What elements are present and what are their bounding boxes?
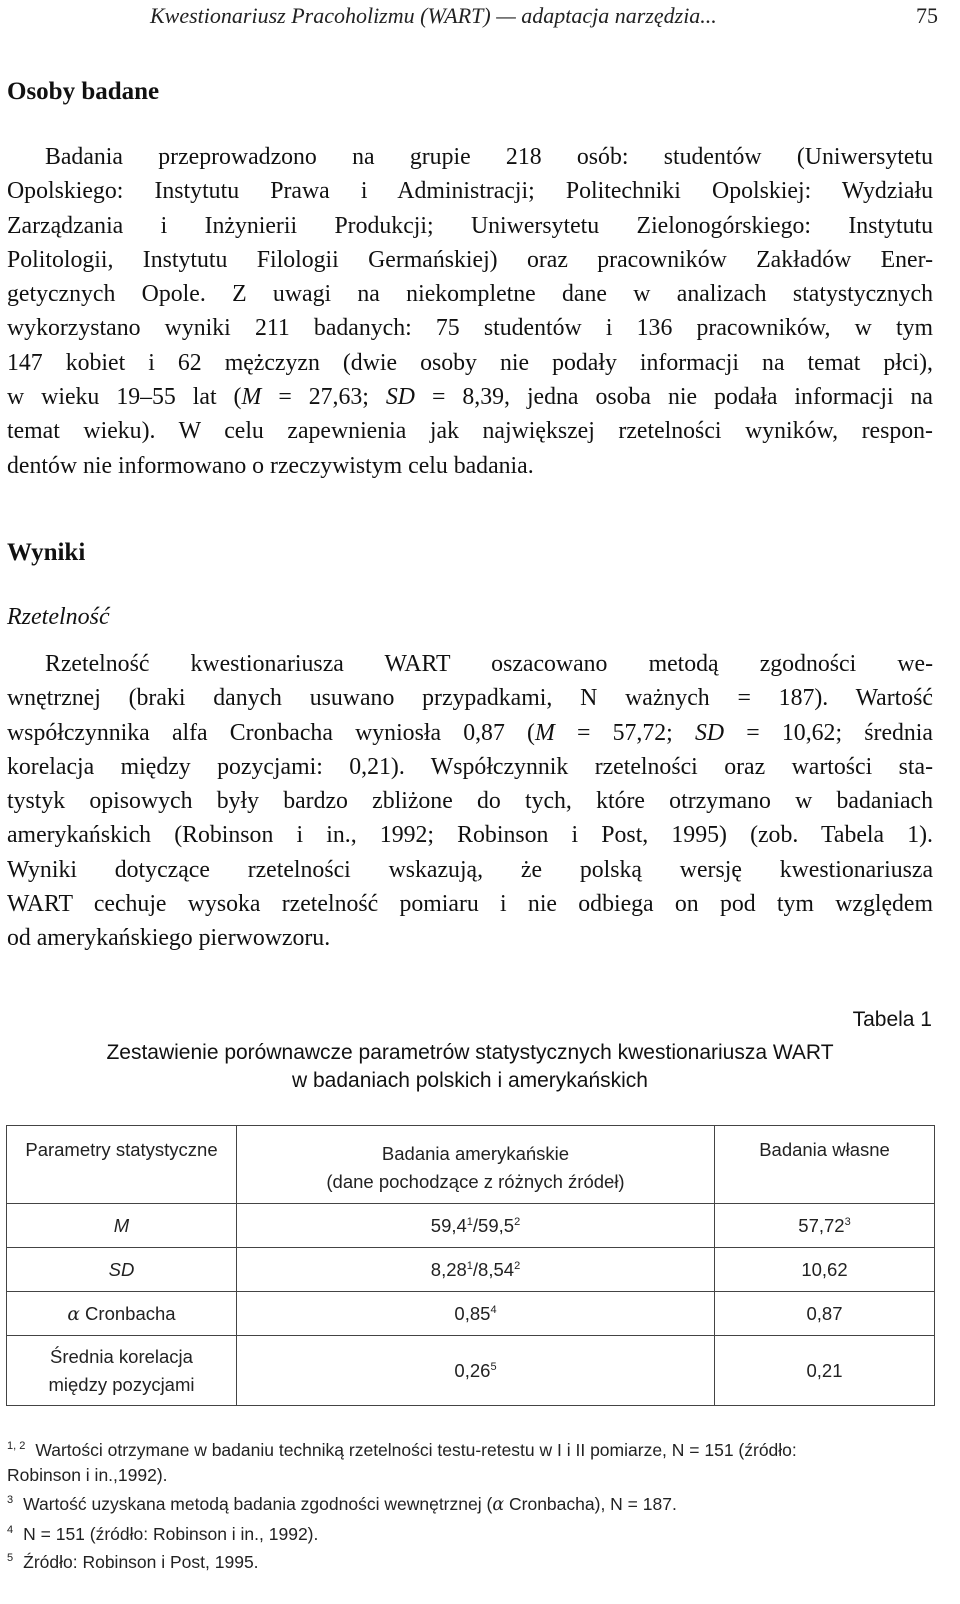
value: 57,72 [798,1214,845,1236]
text-line: Opolskiego: Instytutu Prawa i Administracji; Politechniki Opolskiej: Wydziału [7,178,933,205]
text-line: Rzetelność kwestionariusza WART oszacowano metodą zgodności we- [45,651,933,677]
sd-symbol: SD [695,719,725,746]
page-number: 75 [916,3,938,28]
us-value-cell [237,1336,715,1406]
own-value-cell [715,1204,935,1248]
footnote-mark: 4 [7,1523,14,1536]
table-label: Tabela 1 [852,1008,932,1031]
text-fragment: = 8,39, jedna osoba nie podała informacji na [414,384,933,411]
footnote-ref: 3 [844,1215,851,1228]
footnote-ref: 4 [490,1303,497,1316]
param-label: Cronbacha [79,1302,176,1324]
footnote-ref: 1 [466,1259,473,1272]
text-line: tystyk opisowych były bardzo zbliżone do tych, które otrzymano w badaniach [7,788,933,815]
alpha-symbol: α [492,1494,505,1515]
sd-symbol: SD [385,384,415,411]
text-line: Wyniki dotyczące rzetelności wskazują, że polską wersję kwestionariusza [7,856,933,883]
footnote-continuation: Robinson i in.,1992). [7,1464,168,1485]
footnote-ref: 2 [514,1215,521,1228]
footnote [7,1518,937,1547]
text-line: Zarządzania i Inżynierii Produkcji; Uniwersytetu Zielonogórskiego: Instytutu [7,212,933,239]
text-line: wykorzystano wyniki 211 badanych: 75 studentów i 136 pracowników, w tym [7,315,933,342]
text-line: getycznych Opole. Z uwagi na niekompletne dane w analizach statystycznych [7,281,933,308]
footnote-mark: 5 [7,1552,14,1565]
own-value-cell: 0,87 [715,1292,935,1336]
footnote-text: N = 151 (źródło: Robinson i in., 1992). [23,1523,319,1544]
reliability-paragraph [7,647,933,956]
text-line: od amerykańskiego pierwowzoru. [7,925,331,952]
text-fragment: współczynnika alfa Cronbacha wyniosła 0,87 ( [7,719,535,746]
own-value-cell: 0,21 [715,1336,935,1406]
table-row [7,1292,935,1336]
text-line: temat wieku). W celu zapewnienia jak największej rzetelności wyników, respon- [7,418,933,445]
table-footnotes [7,1434,937,1575]
header-line: Badania amerykańskie [381,1143,570,1164]
footnote-ref: 1 [466,1215,473,1228]
subheading-reliability: Rzetelność [7,604,110,630]
text-line: 147 kobiet i 62 mężczyzn (dwie osoby nie podały informacji na temat płci), [7,349,933,376]
table-title-line: Zestawienie porównawcze parametrów statystycznych kwestionariusza WART [106,1041,834,1064]
mean-symbol: M [241,384,262,411]
own-value-cell: 10,62 [715,1248,935,1292]
running-header [150,2,938,30]
mean-symbol: M [534,719,555,746]
us-value-cell [237,1248,715,1292]
heading-participants: Osoby badane [7,78,160,105]
text-fragment: = 10,62; średnia [724,719,933,746]
header-cell: Badania własne [715,1126,935,1204]
text-line: amerykańskich (Robinson i in., 1992; Robinson i Post, 1995) (zob. Tabela 1). [7,822,933,849]
running-title: Kwestionariusz Pracoholizmu (WART) — adaptacja narzędzia... [150,3,717,28]
mean-symbol: M [113,1214,130,1236]
table-row [7,1204,935,1248]
text-fragment: = 57,72; [554,719,695,746]
alpha-symbol: α [67,1303,80,1325]
statistics-table [6,1125,935,1406]
text-fragment: w wieku 19–55 lat ( [7,384,242,411]
text-line: WART cechuje wysoka rzetelność pomiaru i nie odbiega on pod tym względem [7,891,933,918]
text-fragment: = 27,63; [261,384,386,411]
param-cell [7,1204,237,1248]
participants-paragraph [7,140,933,483]
table-header-row [7,1126,935,1204]
text-line: dentów nie informowano o rzeczywistym celu badania. [7,452,534,479]
value: /8,54 [472,1258,515,1280]
us-value-cell [237,1204,715,1248]
text-line [7,380,933,414]
value: /59,5 [472,1214,515,1236]
footnote-text: Wartości otrzymane w badaniu techniką rzetelności testu-retestu w I i II pomiarze, N = 151 (źródło: [35,1439,797,1460]
table-row [7,1336,935,1406]
text-line [7,716,933,750]
sd-symbol: SD [108,1258,135,1280]
value: 0,85 [454,1302,491,1324]
footnote-mark: 1, 2 [7,1440,26,1452]
param-line: między pozycjami [48,1373,195,1395]
param-cell [7,1336,237,1406]
table-title [0,1039,940,1095]
value: 8,28 [430,1258,467,1280]
value: 59,4 [430,1214,467,1236]
header-cell: Parametry statystyczne [7,1126,237,1204]
footnote-text: Wartość uzyskana metodą badania zgodności wewnętrznej ( [23,1493,493,1514]
heading-results: Wyniki [7,539,86,566]
header-cell [237,1126,715,1204]
footnote [7,1434,937,1463]
footnote [7,1488,937,1518]
header-line: (dane pochodzące z różnych źródeł) [326,1171,625,1192]
table-row [7,1248,935,1292]
footnote-ref: 2 [514,1259,521,1272]
table-title-line: w badaniach polskich i amerykańskich [291,1069,648,1092]
text-line: wnętrznej (braki danych usuwano przypadkami, N ważnych = 187). Wartość [7,685,933,712]
text-line: Badania przeprowadzono na grupie 218 osób: studentów (Uniwersytetu [45,144,933,170]
param-cell [7,1248,237,1292]
text-line: korelacja między pozycjami: 0,21). Współczynnik rzetelności oraz wartości sta- [7,753,933,780]
footnote-text: Źródło: Robinson i Post, 1995. [23,1552,259,1573]
param-cell [7,1292,237,1336]
param-line: Średnia korelacja [50,1345,193,1367]
us-value-cell [237,1292,715,1336]
footnote-ref: 5 [490,1360,497,1373]
footnote [7,1546,937,1575]
text-line: Politologii, Instytutu Filologii Germańskiej) oraz pracowników Zakładów Ener- [7,246,933,273]
footnote-text: Cronbacha), N = 187. [504,1493,677,1514]
footnote-mark: 3 [7,1493,14,1506]
value: 0,26 [454,1359,491,1381]
